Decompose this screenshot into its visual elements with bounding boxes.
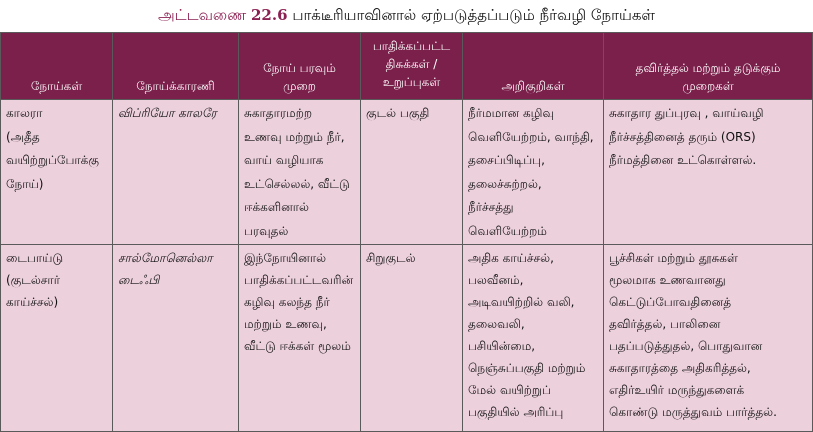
header-symptoms: அறிகுறிகள் [463, 33, 604, 100]
caption-number: 22.6 [250, 6, 288, 24]
cell-pathogen: சால்மோனெல்லா டைஃபி [113, 244, 239, 431]
cell-prevention: பூச்சிகள் மற்றும் தூசுகள் மூலமாக உணவானது கெட்டுப்போவதினைத் தவிர்த்தல், பாலினை பதப்படுத்துதல், பொதுவான சுகாதாரத்தை அதிகரித்தல், எதிர்உயிர் மருந்துகளைக் கொண்டு மருத்துவம் பார்த்தல். [604, 244, 813, 431]
header-prevention: தவிர்த்தல் மற்றும் தடுக்கும் முறைகள் [604, 33, 813, 100]
cell-organ: சிறுகுடல் [361, 244, 463, 431]
cell-symptoms: நீர்மமான கழிவு வெளியேற்றம், வாந்தி, தசைப்பிடிப்பு, தலைச்சுற்றல், நீர்ச்சத்து வெளியேற்றம் [463, 100, 604, 245]
header-row [1, 33, 813, 100]
header-pathogen: நோய்க்காரணி [113, 33, 239, 100]
header-transmission: நோய் பரவும் முறை [239, 33, 361, 100]
cell-transmission: சுகாதாரமற்ற உணவு மற்றும் நீர், வாய் வழியாக உட்செல்லல், வீட்டு ஈக்களினால் பரவுதல் [239, 100, 361, 245]
cell-pathogen: விப்ரியோ காலரே [113, 100, 239, 245]
cell-disease: காலரா (அதீத வயிற்றுப்போக்கு நோய்) [1, 100, 113, 245]
table-row [1, 244, 813, 431]
header-organ: பாதிக்கப்பட்ட திசுக்கள் / உறுப்புகள் [361, 33, 463, 100]
cell-disease: டைபாய்டு (குடல்சார் காய்ச்சல்) [1, 244, 113, 431]
diseases-table [0, 32, 813, 432]
caption-title: பாக்டீரியாவினால் ஏற்படுத்தப்படும் நீர்வழி நோய்கள் [292, 6, 655, 24]
table-row [1, 100, 813, 245]
caption-prefix: அட்டவணை [158, 6, 247, 24]
table-caption [0, 4, 813, 26]
cell-prevention: சுகாதார துப்புரவு , வாய்வழி நீர்ச்சத்தினைத் தரும் (ORS) நீர்மத்தினை உட்கொள்ளல். [604, 100, 813, 245]
header-disease: நோய்கள் [1, 33, 113, 100]
cell-transmission: இந்நோயினால் பாதிக்கப்பட்டவரின் கழிவு கலந்த நீர் மற்றும் உணவு, வீட்டு ஈக்கள் மூலம் [239, 244, 361, 431]
cell-organ: குடல் பகுதி [361, 100, 463, 245]
cell-symptoms: அதிக காய்ச்சல், பலவீனம், அடிவயிற்றில் வலி, தலைவலி, பசியின்மை, நெஞ்சுப்பகுதி மற்றும் மேல் வயிற்றுப் பகுதியில் அரிப்பு [463, 244, 604, 431]
